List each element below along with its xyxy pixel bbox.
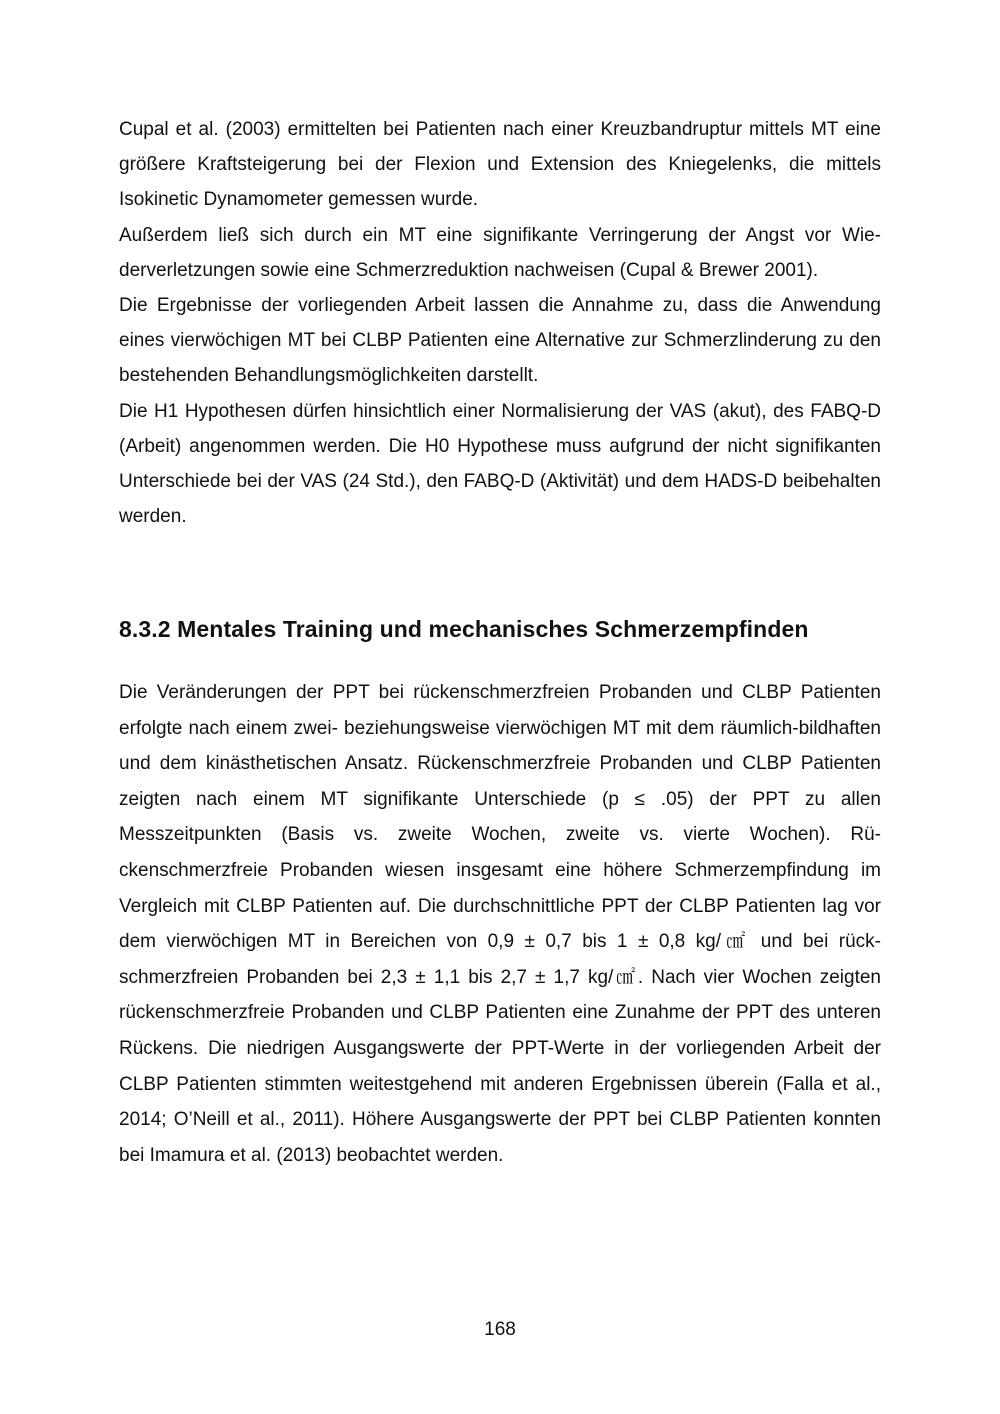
body-text-top bbox=[119, 112, 881, 534]
page-number: 168 bbox=[484, 1319, 516, 1340]
paragraph-hypothesen: Die H1 Hypothesen dürfen hinsichtlich einer Normalisierung der VAS (akut), des FABQ-D (Arbeit) angenommen werden. Die H0 Hypothese muss aufgrund der nicht signifikanten Unterschiede bei der VAS (24 Std.), den FABQ-D (Aktivität) und dem HADS-D beibehalten werden. bbox=[119, 400, 881, 528]
section-heading: 8.3.2 Mentales Training und mechanisches Schmerzempfinden bbox=[119, 616, 809, 642]
paragraph-cupal: Cupal et al. (2003) ermittelten bei Patienten nach einer Kreuzbandruptur mittels MT eine größere Kraftsteigerung bei der Flexion und Extension des Kniegelenks, die mittels Isokinetic Dynamometer gemessen wurde. bbox=[119, 119, 881, 211]
paragraph-ergebnisse: Die Ergebnisse der vorliegenden Arbeit lassen die Annahme zu, dass die Anwendung eines vierwöchigen MT bei CLBP Patienten eine Alternative zur Schmerzlinderung zu den bestehenden Behandlungsmöglichkeiten darstellt. bbox=[119, 295, 881, 387]
body-text-section bbox=[119, 675, 881, 1173]
paragraph-ppt: Die Veränderungen der PPT bei rückenschmerzfreien Probanden und CLBP Patienten erfolgte nach einem zwei- beziehungsweise vierwöchigen MT mit dem räumlich-bildhaften und dem kinästhetischen Ansatz. Rückenschmerzfreie Probanden und CLBP Patienten zeigten nach einem MT signifikante Unterschiede (p ≤ .05) der PPT zu allen Messzeitpunkten (Basis vs. zweite Wochen, zweite vs. vierte Wochen). Rückenschmerzfreie Probanden wiesen insgesamt eine höhere Schmerzempfindung im Vergleich mit CLBP Patienten auf. Die durchschnittliche PPT der CLBP Patienten lag vor dem vierwöchigen MT in Bereichen von 0,9 ± 0,7 bis 1 ± 0,8 kg/㎠ und bei rückschmerzfreien Probanden bei 2,3 ± 1,1 bis 2,7 ± 1,7 kg/㎠. Nach vier Wochen zeigten rückenschmerzfreie Probanden und CLBP Patienten eine Zunahme der PPT des unteren Rückens. Die niedrigen Ausgangswerte der PPT-Werte in der vorliegenden Arbeit der CLBP Patienten stimmten weitestgehend mit anderen Ergebnissen überein (Falla et al., 2014; O’Neill et al., 2011). Höhere Ausgangswerte der PPT bei CLBP Patienten konnten bei Imamura et al. (2013) beobachtet werden. bbox=[119, 682, 881, 1166]
paragraph-angst: Außerdem ließ sich durch ein MT eine signifikante Verringerung der Angst vor Wiederverletzungen sowie eine Schmerzreduktion nachweisen (Cupal & Brewer 2001). bbox=[119, 224, 881, 281]
